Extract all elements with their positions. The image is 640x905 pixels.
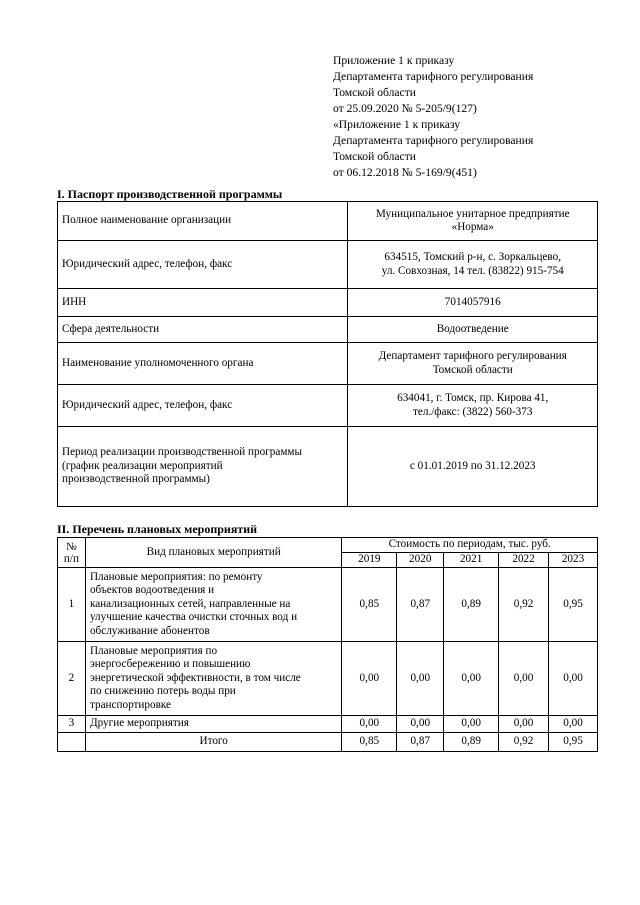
passport-value: [348, 343, 598, 385]
note-line: Томской области: [333, 86, 416, 99]
passport-value: [348, 289, 598, 317]
cost-cell: 0,00: [549, 642, 598, 716]
measures-table: [57, 537, 598, 752]
year-header: 2020: [397, 553, 444, 568]
order-appendix-note: [333, 53, 533, 181]
cost-cell: 0,00: [397, 642, 444, 716]
activity-description: [85, 568, 341, 642]
cost-cell: 0,00: [499, 642, 549, 716]
value-line: Муниципальное унитарное предприятие: [375, 207, 570, 220]
value-line: Департамент тарифного регулирования: [378, 350, 567, 362]
passport-label: Юридический адрес, телефон, факс: [58, 385, 348, 427]
cost-cell: 0,00: [499, 716, 549, 733]
cost-cell: 0,92: [499, 568, 549, 642]
total-cell: 0,89: [444, 733, 499, 752]
cost-cell: 0,00: [342, 716, 397, 733]
desc-line: Плановые мероприятия по: [89, 644, 218, 657]
desc-line: энергетической эффективности, в том числе: [89, 671, 301, 684]
note-line: Томской области: [333, 150, 416, 163]
label-line: (график реализации мероприятий: [62, 459, 223, 472]
row-number: 2: [58, 642, 86, 716]
label-line: производственной программы): [62, 473, 210, 486]
note-line: Департамента тарифного регулирования: [333, 134, 534, 147]
table-row: [58, 202, 598, 241]
row-number: 1: [58, 568, 86, 642]
table-row: [58, 642, 598, 716]
desc-line: обслуживание абонентов: [89, 624, 210, 637]
note-line: от 06.12.2018 № 5-169/9(451): [333, 166, 477, 179]
note-line: «Приложение 1 к приказу: [333, 118, 461, 131]
year-header: 2021: [444, 553, 499, 568]
total-label: Итого: [85, 733, 341, 752]
table-row: [58, 716, 598, 733]
table-row: [58, 241, 598, 289]
activity-description: [85, 716, 341, 733]
col-cost-header: Стоимость по периодам, тыс. руб.: [342, 538, 598, 553]
cost-cell: 0,00: [549, 716, 598, 733]
section-1-title: I. Паспорт производственной программы: [57, 187, 283, 201]
passport-label: Сфера деятельности: [58, 317, 348, 343]
desc-line: Плановые мероприятия: по ремонту: [89, 570, 263, 583]
cost-cell: 0,00: [342, 642, 397, 716]
cost-cell: 0,89: [444, 568, 499, 642]
table-row: [58, 289, 598, 317]
desc-line: энергосбережению и повышению: [89, 658, 251, 671]
section-2-title: II. Перечень плановых мероприятий: [57, 522, 258, 536]
header-line: п/п: [63, 552, 80, 565]
value-line: Томской области: [432, 363, 513, 376]
table-row: [58, 427, 598, 507]
note-line: Приложение 1 к приказу: [333, 54, 455, 67]
total-cell: 0,92: [499, 733, 549, 752]
desc-line: объектов водоотведения и: [89, 584, 215, 597]
cost-cell: 0,87: [397, 568, 444, 642]
value-line: Водоотведение: [436, 322, 509, 335]
passport-label: ИНН: [58, 289, 348, 317]
note-line: от 25.09.2020 № 5-205/9(127): [333, 102, 477, 115]
cost-cell: 0,00: [444, 716, 499, 733]
cost-cell: 0,85: [342, 568, 397, 642]
passport-label: [58, 427, 348, 507]
cost-cell: 0,95: [549, 568, 598, 642]
table-row: [58, 385, 598, 427]
table-row: [58, 568, 598, 642]
passport-value: [348, 317, 598, 343]
passport-label: Юридический адрес, телефон, факс: [58, 241, 348, 289]
desc-line: Другие мероприятия: [89, 717, 189, 730]
passport-label: Полное наименование организации: [58, 202, 348, 241]
year-header: 2023: [549, 553, 598, 568]
desc-line: улучшение качества очистки сточных вод и: [89, 611, 298, 624]
table-row: [58, 317, 598, 343]
value-line: ул. Совхозная, 14 тел. (83822) 915-754: [381, 264, 564, 277]
passport-table: [57, 201, 598, 507]
year-header: 2022: [499, 553, 549, 568]
passport-value: [348, 202, 598, 241]
value-line: с 01.01.2019 по 31.12.2023: [409, 459, 536, 472]
table-row: [58, 343, 598, 385]
value-line: тел./факс: (3822) 560-373: [412, 405, 533, 418]
value-line: «Норма»: [451, 221, 494, 233]
total-cell: 0,95: [549, 733, 598, 752]
cost-cell: 0,00: [444, 642, 499, 716]
value-line: 634041, г. Томск, пр. Кирова 41,: [397, 392, 549, 404]
passport-value: [348, 427, 598, 507]
table-header-row: [58, 538, 598, 553]
col-number-header: [58, 538, 86, 568]
passport-value: [348, 241, 598, 289]
value-line: 634515, Томский р-н, с. Зоркальцево,: [384, 251, 562, 263]
total-row: [58, 733, 598, 752]
activity-description: [85, 642, 341, 716]
desc-line: транспортировке: [89, 698, 171, 711]
total-cell: 0,85: [342, 733, 397, 752]
row-number: 3: [58, 716, 86, 733]
total-number-cell: [58, 733, 86, 752]
desc-line: по снижению потерь воды при: [89, 685, 236, 698]
passport-label: Наименование уполномоченного органа: [58, 343, 348, 385]
passport-value: [348, 385, 598, 427]
header-line: №: [66, 540, 77, 553]
cost-cell: 0,00: [397, 716, 444, 733]
note-line: Департамента тарифного регулирования: [333, 70, 534, 83]
col-activity-header: Вид плановых мероприятий: [85, 538, 341, 568]
value-line: 7014057916: [444, 295, 501, 308]
total-cell: 0,87: [397, 733, 444, 752]
year-header: 2019: [342, 553, 397, 568]
desc-line: канализационных сетей, направленные на: [89, 597, 291, 610]
label-line: Период реализации производственной программы: [62, 446, 302, 459]
